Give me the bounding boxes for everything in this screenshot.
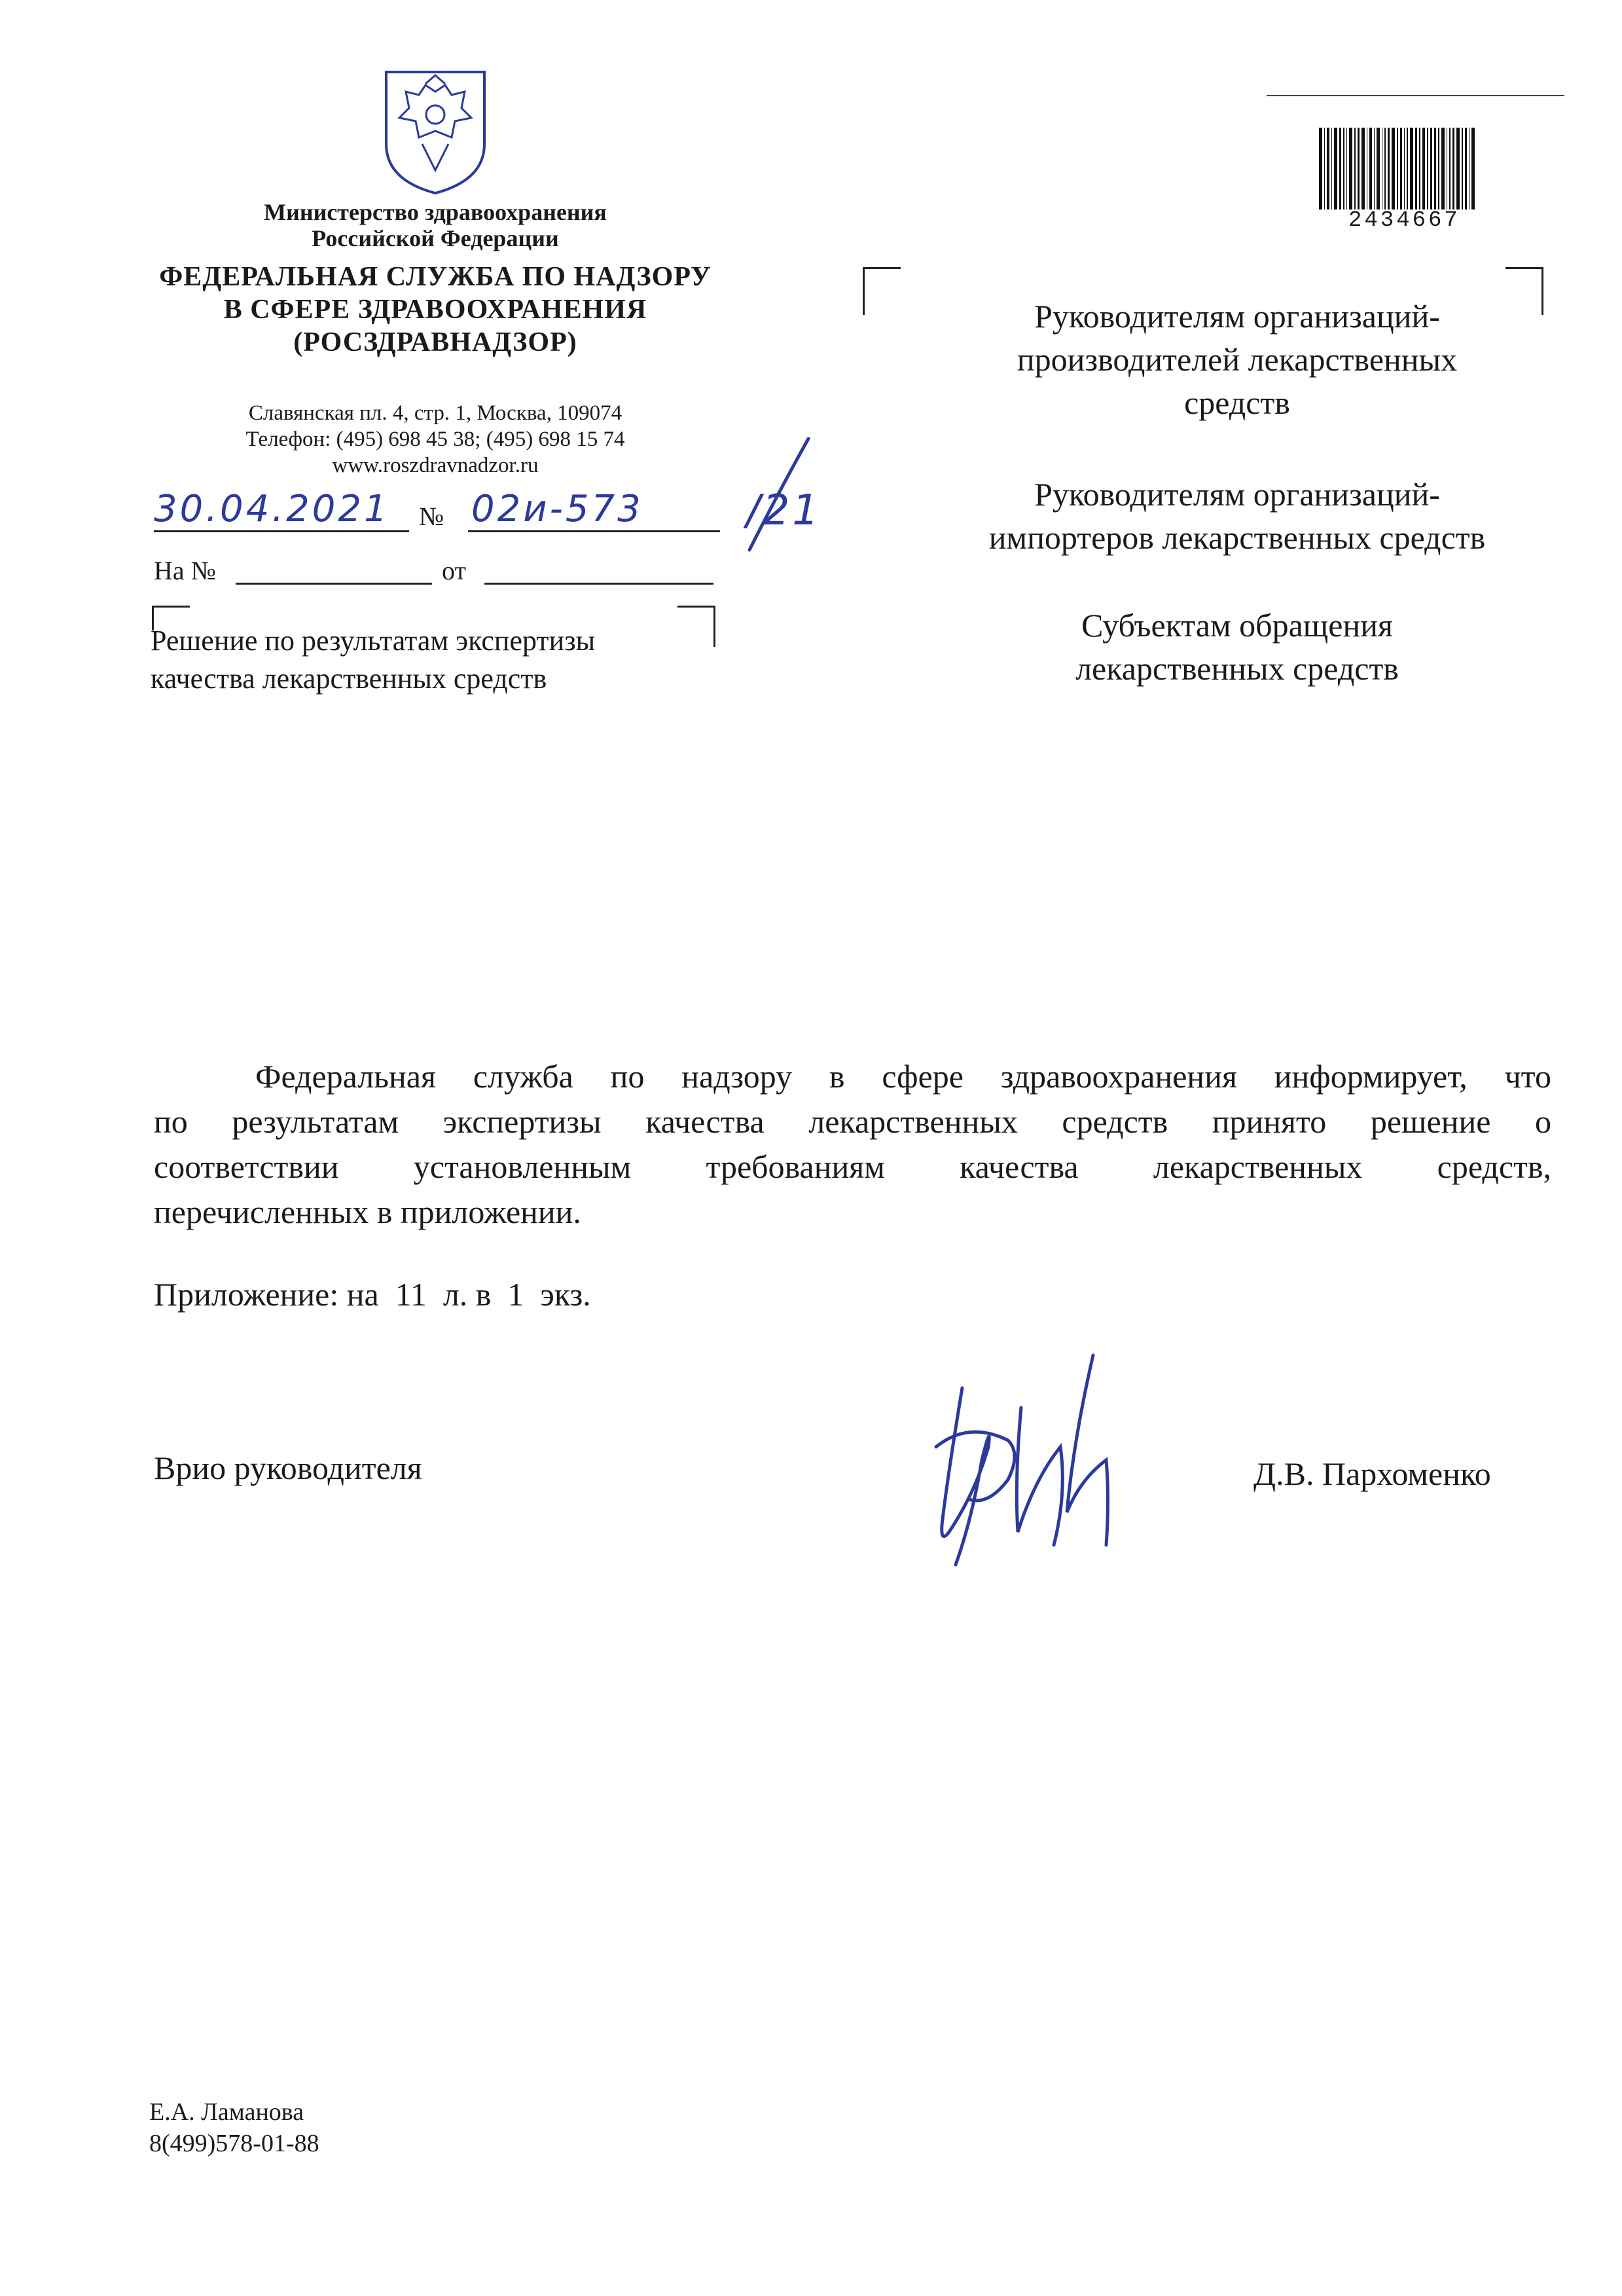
barcode-bar xyxy=(1449,128,1451,210)
barcode-bar xyxy=(1384,128,1386,210)
subject-line1: Решение по результатам экспертизы xyxy=(151,625,596,657)
barcode-bar xyxy=(1456,128,1460,210)
ref-number-label: На № xyxy=(154,556,216,585)
addressee-2-line1: Руководителям организаций- xyxy=(1034,476,1440,513)
barcode-number: 2434667 xyxy=(1348,208,1460,233)
barcode-bar xyxy=(1452,128,1454,210)
barcode-bar xyxy=(1407,128,1408,210)
barcode-bar xyxy=(1410,128,1413,210)
body-line-2: по результатам экспертизы качества лекарственных средств принято решение о xyxy=(154,1103,1551,1140)
barcode-bar xyxy=(1324,128,1325,210)
barcode-bar xyxy=(1400,128,1402,210)
addressee-1-line3: средств xyxy=(1184,384,1290,421)
barcode-bar xyxy=(1319,128,1322,210)
service-name-line1: ФЕДЕРАЛЬНАЯ СЛУЖБА ПО НАДЗОРУ xyxy=(159,262,712,292)
barcode-bar xyxy=(1354,128,1356,210)
barcode-bar xyxy=(1422,128,1426,210)
attachment-note: Приложение: на 11 л. в 1 экз. xyxy=(154,1276,591,1313)
barcode-bar xyxy=(1349,128,1352,210)
service-name-line3: (РОСЗДРАВНАДЗОР) xyxy=(293,327,577,357)
barcode-bar xyxy=(1346,128,1348,210)
registration-date: 30.04.2021 xyxy=(154,488,390,530)
ministry-name-line2: Российской Федерации xyxy=(312,225,559,251)
barcode xyxy=(1319,128,1512,210)
barcode-bar xyxy=(1374,128,1375,210)
address-corner-left xyxy=(863,267,901,315)
barcode-bar xyxy=(1327,128,1329,210)
handwritten-signature xyxy=(910,1349,1126,1578)
barcode-bar xyxy=(1397,128,1398,210)
barcode-bar xyxy=(1382,128,1383,210)
body-paragraph xyxy=(154,1054,1551,1235)
addressee-2-line2: импортеров лекарственных средств xyxy=(988,519,1486,556)
addressee-1-line2: производителей лекарственных xyxy=(1017,341,1458,378)
barcode-bar xyxy=(1388,128,1390,210)
addressee-group-3 xyxy=(910,604,1564,690)
number-sign: № xyxy=(419,501,444,531)
registration-number: 02и-573 xyxy=(471,488,643,530)
barcode-bar xyxy=(1427,128,1428,210)
barcode-bar xyxy=(1367,128,1368,210)
barcode-bar xyxy=(1430,128,1432,210)
body-line-4: перечисленных в приложении. xyxy=(154,1194,581,1230)
barcode-bar xyxy=(1471,128,1475,210)
barcode-bar xyxy=(1358,128,1360,210)
barcode-bar xyxy=(1377,128,1380,210)
service-name-line2: В СФЕРЕ ЗДРАВООХРАНЕНИЯ xyxy=(223,295,647,325)
barcode-rule xyxy=(1267,95,1564,96)
barcode-bar xyxy=(1434,128,1436,210)
slash-stroke-icon xyxy=(736,432,815,556)
service-phone: Телефон: (495) 698 45 38; (495) 698 15 74 xyxy=(245,428,625,451)
barcode-bar xyxy=(1438,128,1439,210)
service-address: Славянская пл. 4, стр. 1, Москва, 109074 xyxy=(248,401,622,425)
coat-of-arms-icon xyxy=(380,65,491,196)
body-line-3: соответствии установленным требованиям качества лекарственных средств, xyxy=(154,1148,1551,1185)
barcode-bar xyxy=(1465,128,1467,210)
ref-date-blank xyxy=(484,583,713,585)
addressee-3-line2: лекарственных средств xyxy=(1075,650,1399,687)
ref-number-blank xyxy=(236,583,432,585)
barcode-bar xyxy=(1447,128,1448,210)
barcode-bar xyxy=(1339,128,1341,210)
subject-line2: качества лекарственных средств xyxy=(151,663,547,695)
signatory-position: Врио руководителя xyxy=(154,1449,422,1486)
ref-date-label: от xyxy=(442,556,466,585)
barcode-bar xyxy=(1441,128,1445,210)
service-website: www.roszdravnadzor.ru xyxy=(332,454,539,477)
barcode-bar xyxy=(1419,128,1420,210)
ministry-name-line1: Министерство здравоохранения xyxy=(264,199,607,225)
barcode-bar xyxy=(1343,128,1344,210)
addressee-3-line1: Субъектам обращения xyxy=(1081,607,1393,644)
barcode-bar xyxy=(1462,128,1463,210)
executor-phone: 8(499)578-01-88 xyxy=(149,2130,319,2157)
barcode-bar xyxy=(1361,128,1365,210)
number-underline xyxy=(468,530,720,532)
barcode-bar xyxy=(1369,128,1371,210)
date-underline xyxy=(154,530,409,532)
barcode-bar xyxy=(1415,128,1417,210)
barcode-bar xyxy=(1404,128,1405,210)
registration-number-suffix: /21 xyxy=(746,486,821,535)
addressee-group-2 xyxy=(910,473,1564,559)
signatory-name: Д.В. Пархоменко xyxy=(1253,1455,1491,1492)
barcode-bar xyxy=(1392,128,1395,210)
barcode-bar xyxy=(1334,128,1337,210)
barcode-bar xyxy=(1469,128,1470,210)
addressee-group-1 xyxy=(910,295,1564,424)
executor-name: Е.А. Ламанова xyxy=(149,2098,304,2126)
body-line-1: Федеральная служба по надзору в сфере здравоохранения информирует, что xyxy=(255,1058,1551,1095)
barcode-bar xyxy=(1331,128,1333,210)
subject-corner-right xyxy=(677,606,715,647)
addressee-1-line1: Руководителям организаций- xyxy=(1034,298,1440,335)
